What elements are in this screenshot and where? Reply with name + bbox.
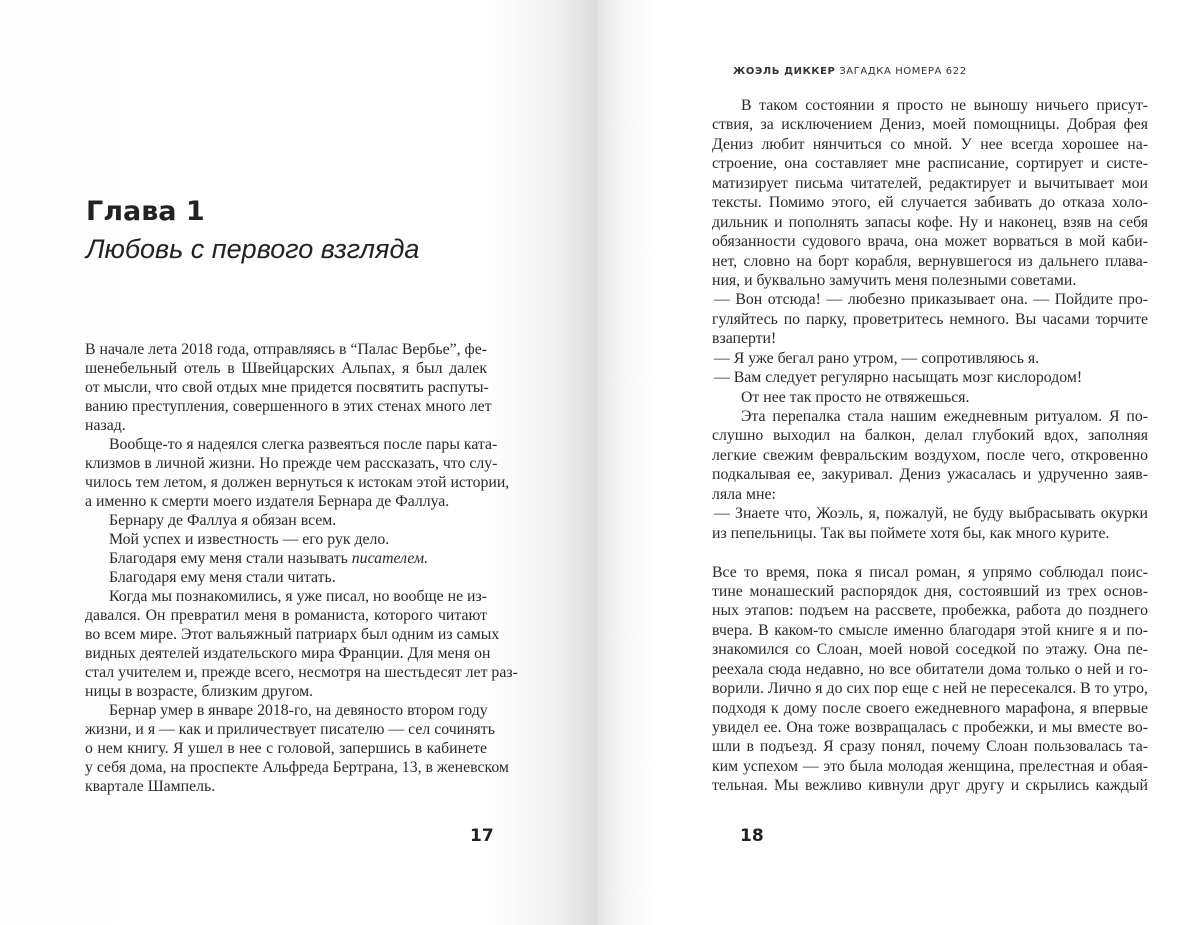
right-page [597, 0, 1193, 925]
text-line: Когда мы познакомились, я уже писал, но вообще не из- [109, 588, 487, 605]
text-line: строение, она составляет мне расписание, сортирует и систе- [712, 155, 1148, 173]
text-line: вчера. В каком-то смысле именно благодаря этой книге я и по- [712, 621, 1148, 639]
text-line: В начале лета 2018 года, отправляясь в “Палас Вербье”, фе- [85, 341, 487, 358]
running-head [733, 66, 967, 78]
text-line: — Вам следует регулярно насыщать мозг кислородом! [714, 369, 1083, 387]
page-number-left: 17 [470, 826, 494, 846]
text-line: чилось тем летом, я должен вернуться к истокам этой истории, [85, 474, 510, 491]
text-line: ных этапов: подъем на рассвете, пробежка, работа до позднего [712, 602, 1148, 620]
left-page-body-text [85, 340, 518, 796]
text-line: увидел ее. Она тоже возвращалась с пробежки, и мы вместе во- [712, 719, 1148, 736]
text-line: ницы в возрасте, близким другом. [85, 683, 314, 700]
text-line: гуляйтесь по парку, проветритесь немного. Вы часами торчите [712, 310, 1148, 328]
text-line: тине монашеский распорядок дня, состоявший из трех основ- [712, 582, 1148, 600]
text-line: — Я уже бегал рано утром, — сопротивляюсь я. [714, 349, 1040, 367]
text-line: видных деятелей издательского мира Франции. Для меня он [85, 645, 491, 662]
text-line: давался. Он превратил меня в романиста, которого читают [85, 607, 487, 624]
text-line: подходя к дому после своего ежедневного марафона, я впервые [712, 699, 1148, 717]
text-line: ния, и буквально замучить меня полезными советами. [712, 271, 1077, 289]
text-line: у себя дома, на проспекте Альфреда Бертрана, 13, в женевском [85, 759, 509, 776]
text-line: В таком состоянии я просто не выношу ничьего присут- [741, 97, 1148, 114]
text-line: квартале Шампель. [85, 778, 216, 795]
text-line: Благодаря ему меня стали называть писателем. [109, 550, 429, 567]
text-line: стал учителем и, прежде всего, несмотря на шестьдесят лет раз- [85, 664, 518, 681]
text-line: шли в подъезд. Я сразу понял, почему Слоан пользовалась та- [712, 738, 1148, 756]
text-line: обязанности судового врача, она может ворваться в мой каби- [712, 233, 1148, 251]
text-line: Эта перепалка стала нашим ежедневным ритуалом. Я по- [741, 408, 1148, 425]
paragraph-gap [712, 543, 1148, 562]
text-line: во всем мире. Этот вальяжный патриарх был одним из самых [85, 626, 500, 643]
text-line: ким успехом — это была молодая женщина, прелестная и обая- [712, 757, 1148, 775]
text-line: назад. [85, 417, 126, 434]
page-number-right: 18 [740, 826, 764, 846]
text-line: о нем книгу. Я ушел в нее с головой, запершись в кабинете [85, 740, 487, 757]
text-line: слушно выходил на балкон, делал глубокий вдох, заполняя [712, 427, 1148, 445]
text-line: от мысли, что свой отдых мне придется посвятить распуты- [85, 379, 489, 396]
text-line: От нее так просто не отвяжешься. [741, 388, 970, 406]
text-line: Дениз любит нянчиться со мной. У нее всегда хорошее на- [712, 135, 1148, 153]
text-line: Мой успех и известность — его рук дело. [109, 531, 390, 548]
text-line: — Вон отсюда! — любезно приказывает она. — Пойдите про- [714, 291, 1148, 309]
text-line: ляла мне: [712, 485, 776, 503]
text-line: Все то время, пока я писал роман, я упрямо соблюдал поис- [712, 563, 1148, 581]
chapter-subtitle: Любовь с первого взгляда [86, 234, 420, 264]
text-line: — Знаете что, Жоэль, я, пожалуй, не буду выбрасывать окурки [714, 505, 1148, 523]
text-line: тельная. Мы вежливо кивнули друг другу и скрылись каждый [712, 777, 1148, 795]
text-line: знакомился со Слоан, моей новой соседкой по этажу. Она пе- [712, 641, 1148, 659]
text-line: Бернару де Фаллуа я обязан всем. [109, 512, 337, 529]
text-line: шенебельный отель в Швейцарских Альпах, я был далек [85, 360, 487, 377]
text-line: матизирует письма читателей, редактирует и вычитывает мои [712, 174, 1148, 192]
text-line: легкие свежим февральским воздухом, после чего, откровенно [712, 446, 1148, 464]
text-line: ванию преступления, совершенного в этих стенах много лет [85, 398, 492, 415]
text-line: дильник и пополнять запасы кофе. Ну и наконец, взяв на себя [712, 213, 1148, 231]
text-line: Бернар умер в январе 2018-го, на девяносто втором году [109, 702, 488, 719]
text-line: ворили. Лично я до сих пор еще с ней не пересекался. В то утро, [712, 680, 1148, 698]
text-line: клизмов в личной жизни. Но прежде чем рассказать, что слу- [85, 455, 498, 472]
text-line: Вообще-то я надеялся слегка развеяться после пары ката- [109, 436, 498, 453]
italic-emphasis: писателем. [351, 550, 429, 567]
right-page-body-text [712, 96, 1148, 796]
text-line: взаперти! [712, 330, 777, 348]
running-head-author: ЖОЭЛЬ ДИККЕР [733, 66, 836, 77]
text-line: реехала сюда недавно, но все обитатели дома только о ней и го- [712, 660, 1148, 678]
text-line: а именно к смерти моего издателя Бернара де Фаллуа. [85, 493, 450, 510]
running-head-title: ЗАГАДКА НОМЕРА 622 [839, 66, 967, 77]
text-line: Благодаря ему меня стали читать. [109, 569, 336, 586]
text-line: жизни, и я — как и приличествует писателю — сел сочинять [85, 721, 495, 738]
chapter-title: Глава 1 [86, 196, 205, 227]
text-line: ствия, за исключением Дениз, моей помощницы. Добрая фея [712, 116, 1148, 134]
text-line: нет, словно на борт корабля, вернувшегося из дальнего плава- [712, 252, 1148, 270]
text-line: тексты. Помимо этого, ей случается забивать до отказа холо- [712, 194, 1148, 212]
text-line: подкалывая ее, закуривал. Дениз ужасалась и удрученно заяв- [712, 466, 1148, 484]
text-line: из пепельницы. Так вы поймете хотя бы, как много курите. [712, 524, 1110, 542]
